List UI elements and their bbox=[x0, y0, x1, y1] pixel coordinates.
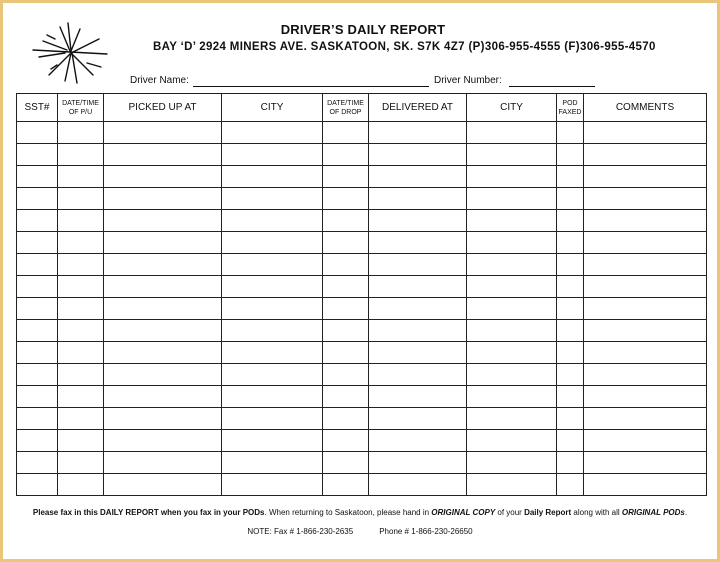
fax-instruction-bold: Please fax in this DAILY REPORT when you fax in your PODs bbox=[32, 508, 265, 517]
table-cell[interactable] bbox=[557, 342, 584, 364]
table-cell[interactable] bbox=[323, 320, 369, 342]
table-cell[interactable] bbox=[222, 188, 323, 210]
table-cell[interactable] bbox=[467, 166, 557, 188]
table-cell[interactable] bbox=[467, 144, 557, 166]
table-cell[interactable] bbox=[58, 474, 104, 496]
table-cell[interactable] bbox=[17, 386, 58, 408]
table-row bbox=[17, 254, 707, 276]
table-cell[interactable] bbox=[369, 452, 467, 474]
driver-number-field[interactable] bbox=[509, 86, 595, 87]
column-header: DELIVERED AT bbox=[369, 94, 467, 122]
table-row bbox=[17, 430, 707, 452]
table-cell[interactable] bbox=[104, 430, 222, 452]
table-cell[interactable] bbox=[222, 122, 323, 144]
column-header: DATE/TIME OF DROP bbox=[323, 94, 369, 122]
table-cell[interactable] bbox=[467, 254, 557, 276]
table-cell[interactable] bbox=[584, 188, 707, 210]
table-cell[interactable] bbox=[557, 298, 584, 320]
table-cell[interactable] bbox=[323, 188, 369, 210]
table-cell[interactable] bbox=[104, 364, 222, 386]
table-cell[interactable] bbox=[467, 452, 557, 474]
table-cell[interactable] bbox=[584, 430, 707, 452]
table-cell[interactable] bbox=[222, 232, 323, 254]
table-cell[interactable] bbox=[17, 254, 58, 276]
table-cell[interactable] bbox=[222, 386, 323, 408]
table-cell[interactable] bbox=[369, 166, 467, 188]
fax-instruction-text: . When returning to Saskatoon, please hand in bbox=[264, 508, 432, 517]
table-cell[interactable] bbox=[104, 386, 222, 408]
table-cell[interactable] bbox=[104, 232, 222, 254]
table-cell[interactable] bbox=[369, 408, 467, 430]
table-cell[interactable] bbox=[58, 276, 104, 298]
table-cell[interactable] bbox=[557, 276, 584, 298]
table-cell[interactable] bbox=[17, 232, 58, 254]
table-cell[interactable] bbox=[17, 430, 58, 452]
table-cell[interactable] bbox=[369, 210, 467, 232]
table-cell[interactable] bbox=[467, 364, 557, 386]
table-cell[interactable] bbox=[58, 430, 104, 452]
table-cell[interactable] bbox=[323, 452, 369, 474]
table-row bbox=[17, 386, 707, 408]
table-cell[interactable] bbox=[17, 188, 58, 210]
table-cell[interactable] bbox=[369, 298, 467, 320]
table-cell[interactable] bbox=[104, 210, 222, 232]
table-cell[interactable] bbox=[584, 474, 707, 496]
table-cell[interactable] bbox=[323, 210, 369, 232]
column-header: SST# bbox=[17, 94, 58, 122]
driver-name-field[interactable] bbox=[193, 86, 429, 87]
table-cell[interactable] bbox=[222, 452, 323, 474]
table-cell[interactable] bbox=[222, 474, 323, 496]
table-cell[interactable] bbox=[104, 166, 222, 188]
report-table bbox=[16, 93, 707, 496]
table-row bbox=[17, 342, 707, 364]
table-cell[interactable] bbox=[557, 452, 584, 474]
table-cell[interactable] bbox=[584, 232, 707, 254]
original-copy-text: ORIGINAL COPY bbox=[431, 508, 496, 517]
table-cell[interactable] bbox=[584, 408, 707, 430]
table-cell[interactable] bbox=[557, 408, 584, 430]
table-cell[interactable] bbox=[557, 188, 584, 210]
table-cell[interactable] bbox=[557, 364, 584, 386]
table-cell[interactable] bbox=[369, 386, 467, 408]
table-cell[interactable] bbox=[323, 342, 369, 364]
table-cell[interactable] bbox=[323, 298, 369, 320]
table-cell[interactable] bbox=[222, 364, 323, 386]
table-cell[interactable] bbox=[584, 452, 707, 474]
table-row bbox=[17, 408, 707, 430]
report-sheet bbox=[3, 3, 717, 559]
table-cell[interactable] bbox=[104, 122, 222, 144]
table-cell[interactable] bbox=[467, 298, 557, 320]
table-cell[interactable] bbox=[467, 210, 557, 232]
table-cell[interactable] bbox=[557, 210, 584, 232]
table-cell[interactable] bbox=[557, 232, 584, 254]
driver-name-label: Driver Name: bbox=[130, 75, 189, 86]
table-cell[interactable] bbox=[222, 408, 323, 430]
table-cell[interactable] bbox=[17, 144, 58, 166]
table-cell[interactable] bbox=[104, 474, 222, 496]
table-cell[interactable] bbox=[104, 452, 222, 474]
table-cell[interactable] bbox=[222, 210, 323, 232]
table-cell[interactable] bbox=[222, 166, 323, 188]
column-header: PICKED UP AT bbox=[104, 94, 222, 122]
table-cell[interactable] bbox=[467, 430, 557, 452]
table-body bbox=[17, 122, 707, 496]
table-cell[interactable] bbox=[323, 408, 369, 430]
table-cell[interactable] bbox=[557, 320, 584, 342]
table-cell[interactable] bbox=[104, 320, 222, 342]
table-cell[interactable] bbox=[323, 430, 369, 452]
table-cell[interactable] bbox=[584, 210, 707, 232]
table-row bbox=[17, 320, 707, 342]
table-cell[interactable] bbox=[369, 144, 467, 166]
report-title: DRIVER’S DAILY REPORT bbox=[280, 22, 446, 37]
table-cell[interactable] bbox=[58, 364, 104, 386]
table-cell[interactable] bbox=[323, 166, 369, 188]
fax-instruction-text-b: of your bbox=[495, 508, 525, 517]
table-row bbox=[17, 452, 707, 474]
column-header: POD FAXED bbox=[557, 94, 584, 122]
fax-number: NOTE: Fax # 1-866-230-2635 bbox=[247, 527, 354, 536]
table-cell[interactable] bbox=[467, 276, 557, 298]
table-cell[interactable] bbox=[369, 188, 467, 210]
daily-report-text: Daily Report bbox=[524, 508, 572, 517]
column-header: DATE/TIME OF P/U bbox=[58, 94, 104, 122]
table-cell[interactable] bbox=[17, 408, 58, 430]
table-cell[interactable] bbox=[58, 232, 104, 254]
table-cell[interactable] bbox=[222, 276, 323, 298]
table-cell[interactable] bbox=[58, 408, 104, 430]
table-cell[interactable] bbox=[467, 342, 557, 364]
table-cell[interactable] bbox=[584, 144, 707, 166]
table-cell[interactable] bbox=[557, 144, 584, 166]
table-row bbox=[17, 298, 707, 320]
table-cell[interactable] bbox=[557, 122, 584, 144]
table-cell[interactable] bbox=[584, 320, 707, 342]
table-cell[interactable] bbox=[17, 474, 58, 496]
table-cell[interactable] bbox=[58, 320, 104, 342]
table-cell[interactable] bbox=[58, 386, 104, 408]
table-cell[interactable] bbox=[323, 276, 369, 298]
table-row bbox=[17, 232, 707, 254]
fax-instructions bbox=[3, 508, 717, 517]
table-cell[interactable] bbox=[557, 474, 584, 496]
table-cell[interactable] bbox=[58, 122, 104, 144]
table-cell[interactable] bbox=[222, 254, 323, 276]
table-cell[interactable] bbox=[467, 474, 557, 496]
table-row bbox=[17, 166, 707, 188]
table-cell[interactable] bbox=[584, 386, 707, 408]
table-cell[interactable] bbox=[17, 166, 58, 188]
table-cell[interactable] bbox=[467, 188, 557, 210]
table-cell[interactable] bbox=[369, 474, 467, 496]
driver-number-label: Driver Number: bbox=[434, 75, 502, 86]
table-cell[interactable] bbox=[104, 408, 222, 430]
table-cell[interactable] bbox=[467, 320, 557, 342]
table-cell[interactable] bbox=[104, 276, 222, 298]
table-cell[interactable] bbox=[467, 232, 557, 254]
column-header: COMMENTS bbox=[584, 94, 707, 122]
table-row bbox=[17, 144, 707, 166]
table-cell[interactable] bbox=[369, 254, 467, 276]
table-row bbox=[17, 474, 707, 496]
table-cell[interactable] bbox=[58, 452, 104, 474]
fax-instruction-end: . bbox=[684, 508, 688, 517]
table-cell[interactable] bbox=[369, 276, 467, 298]
table-cell[interactable] bbox=[17, 298, 58, 320]
table-cell[interactable] bbox=[467, 386, 557, 408]
table-cell[interactable] bbox=[104, 144, 222, 166]
table-cell[interactable] bbox=[584, 298, 707, 320]
table-cell[interactable] bbox=[369, 232, 467, 254]
table-cell[interactable] bbox=[584, 254, 707, 276]
table-cell[interactable] bbox=[58, 210, 104, 232]
table-cell[interactable] bbox=[58, 166, 104, 188]
table-cell[interactable] bbox=[323, 386, 369, 408]
table-cell[interactable] bbox=[557, 166, 584, 188]
table-cell[interactable] bbox=[17, 364, 58, 386]
company-logo-icon bbox=[27, 17, 113, 87]
table-cell[interactable] bbox=[104, 298, 222, 320]
column-header: CITY bbox=[222, 94, 323, 122]
table-cell[interactable] bbox=[222, 144, 323, 166]
table-cell[interactable] bbox=[467, 122, 557, 144]
table-cell[interactable] bbox=[222, 298, 323, 320]
table-cell[interactable] bbox=[17, 320, 58, 342]
table-cell[interactable] bbox=[557, 386, 584, 408]
table-cell[interactable] bbox=[557, 430, 584, 452]
table-cell[interactable] bbox=[584, 122, 707, 144]
table-cell[interactable] bbox=[58, 298, 104, 320]
table-cell[interactable] bbox=[557, 254, 584, 276]
table-cell[interactable] bbox=[17, 342, 58, 364]
contact-note bbox=[3, 527, 717, 536]
table-cell[interactable] bbox=[104, 254, 222, 276]
phone-number: Phone # 1-866-230-26650 bbox=[379, 527, 473, 536]
table-cell[interactable] bbox=[323, 254, 369, 276]
table-cell[interactable] bbox=[323, 144, 369, 166]
table-cell[interactable] bbox=[584, 276, 707, 298]
table-row bbox=[17, 188, 707, 210]
table-cell[interactable] bbox=[222, 320, 323, 342]
table-cell[interactable] bbox=[222, 430, 323, 452]
table-cell[interactable] bbox=[467, 408, 557, 430]
company-address: BAY ‘D’ 2924 MINERS AVE. SASKATOON, SK. S7K 4Z7 (P)306-955-4555 (F)306-955-4570 bbox=[153, 41, 656, 53]
table-cell[interactable] bbox=[323, 474, 369, 496]
table-cell[interactable] bbox=[58, 254, 104, 276]
table-cell[interactable] bbox=[222, 342, 323, 364]
table-cell[interactable] bbox=[17, 276, 58, 298]
table-cell[interactable] bbox=[323, 122, 369, 144]
fax-instruction-text-c: along with all bbox=[571, 508, 622, 517]
table-cell[interactable] bbox=[369, 430, 467, 452]
table-cell[interactable] bbox=[369, 342, 467, 364]
table-cell[interactable] bbox=[369, 364, 467, 386]
original-pods-text: ORIGINAL PODs bbox=[621, 508, 685, 517]
table-cell[interactable] bbox=[369, 122, 467, 144]
table-cell[interactable] bbox=[584, 166, 707, 188]
table-cell[interactable] bbox=[17, 452, 58, 474]
column-header: CITY bbox=[467, 94, 557, 122]
table-row bbox=[17, 364, 707, 386]
table-cell[interactable] bbox=[323, 364, 369, 386]
table-cell[interactable] bbox=[323, 232, 369, 254]
table-row bbox=[17, 276, 707, 298]
table-cell[interactable] bbox=[369, 320, 467, 342]
table-row bbox=[17, 122, 707, 144]
table-cell[interactable] bbox=[584, 364, 707, 386]
table-cell[interactable] bbox=[58, 144, 104, 166]
table-cell[interactable] bbox=[104, 188, 222, 210]
table-cell[interactable] bbox=[17, 122, 58, 144]
table-cell[interactable] bbox=[17, 210, 58, 232]
table-cell[interactable] bbox=[584, 342, 707, 364]
table-cell[interactable] bbox=[58, 188, 104, 210]
table-header-row bbox=[17, 94, 707, 122]
table-row bbox=[17, 210, 707, 232]
table-cell[interactable] bbox=[104, 342, 222, 364]
table-cell[interactable] bbox=[58, 342, 104, 364]
